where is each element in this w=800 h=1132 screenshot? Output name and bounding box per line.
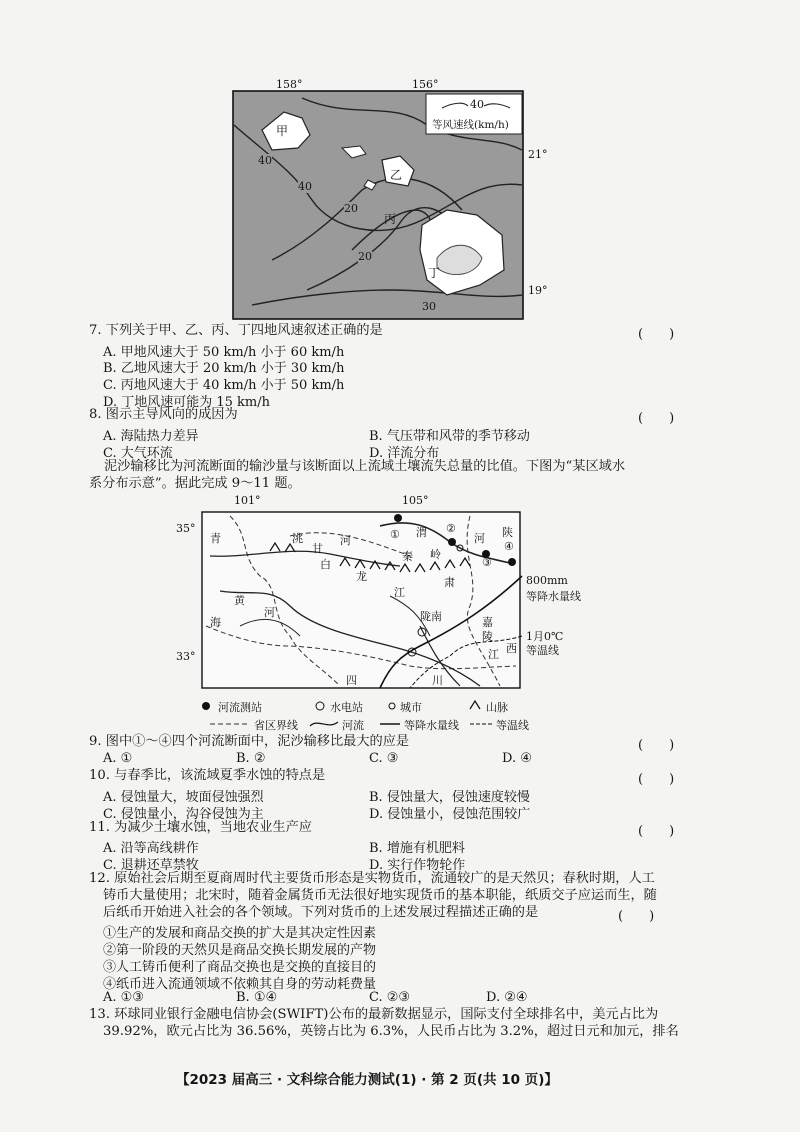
q13-stem: 13. 环球同业银行金融电信协会(SWIFT)公布的最新数据显示，国际支付全球排名中，美元占比为 [89,1007,659,1022]
precip-line-label: 800mm [526,574,568,587]
river-map [170,496,630,736]
q13-stem: 39.92%，欧元占比为 36.56%，英镑占比为 6.3%，人民币占比为 3.2%，超过日元和加元，排名 [103,1024,679,1039]
lon-label: 101° [234,494,261,507]
q12-stem: 12. 原始社会后期至夏商周时代主要货币形态是实物货币，流通较广的是天然贝；春秋时期，人工 [89,871,655,886]
q7-answer-paren[interactable]: ( ) [638,327,675,342]
q11-answer-paren[interactable]: ( ) [638,824,675,839]
place-label: 肃 [444,576,455,589]
q7-option-b[interactable]: B. 乙地风速大于 20 km/h 小于 30 km/h [103,361,345,376]
lat-label: 21° [528,148,548,161]
q10-answer-paren[interactable]: ( ) [638,772,675,787]
place-label: 龙 [356,570,367,583]
q12-option-a[interactable]: A. ①③ [103,990,144,1005]
place-label: 陵 [482,630,493,643]
contour-label: 20 [344,202,358,215]
place-label: 河 [340,534,351,547]
place-label: 海 [210,616,221,629]
q12-item: ③人工铸币便利了商品交换也是交换的直接目的 [103,960,377,975]
place-label: 川 [432,674,443,687]
island-label: 丙 [384,212,397,226]
legend-mountain: 山脉 [486,701,508,714]
lat-label: 19° [528,284,548,297]
q12-stem: 铸币大量使用；北宋时，随着金属货币无法很好地实现货币的基本职能，纸质交子应运而生，随 [103,888,657,903]
q12-option-b[interactable]: B. ①④ [236,990,278,1005]
q11-option-d[interactable]: D. 实行作物轮作 [369,858,466,873]
place-label: 青 [210,532,221,545]
q10-option-a[interactable]: A. 侵蚀量大，坡面侵蚀强烈 [103,790,264,805]
precip-line-label: 等降水量线 [526,590,581,603]
island-label: 丁 [428,266,441,280]
q9-option-d[interactable]: D. ④ [502,751,532,766]
place-label: 河 [264,606,275,619]
legend-isotherm: 等温线 [496,719,529,732]
q10-option-d[interactable]: D. 侵蚀量小，侵蚀范围较广 [369,807,531,822]
q8-option-a[interactable]: A. 海陆热力差异 [103,429,199,444]
q9-option-a[interactable]: A. ① [103,751,133,766]
place-label: 岭 [430,548,441,561]
q12-item: ①生产的发展和商品交换的扩大是其决定性因素 [103,926,377,941]
place-label: 江 [488,648,499,661]
wind-map [232,78,548,320]
island-label: 乙 [390,168,403,182]
q7-option-d[interactable]: D. 丁地风速可能为 15 km/h [103,395,270,410]
place-label: 黄 [234,594,245,607]
q12-option-d[interactable]: D. ②④ [486,990,528,1005]
q9-answer-paren[interactable]: ( ) [638,738,675,753]
q8-stem: 8. 图示主导风向的成因为 [89,407,238,422]
island-label: 甲 [276,124,289,138]
place-label: 秦 [402,550,413,563]
q12-item: ④纸币进入流通领域不依赖其自身的劳动耗费量 [103,977,377,992]
q11-option-b[interactable]: B. 增施有机肥料 [369,841,465,856]
place-label: 四 [346,674,357,687]
lon-label: 105° [402,494,429,507]
q7-option-a[interactable]: A. 甲地风速大于 50 km/h 小于 60 km/h [103,345,345,360]
contour-label: 30 [422,300,436,313]
legend-boundary: 省区界线 [254,719,298,732]
station-label: ② [446,522,456,535]
isotherm-label: 1月0℃ [526,630,564,643]
isotherm-label: 等温线 [526,644,559,657]
q8-option-c[interactable]: C. 大气环流 [103,446,173,461]
place-label: 西 [506,642,517,655]
q12-option-c[interactable]: C. ②③ [369,990,411,1005]
lat-label: 33° [176,650,196,663]
place-label: 陕 [502,526,513,539]
q9-option-c[interactable]: C. ③ [369,751,399,766]
q7-option-c[interactable]: C. 丙地风速大于 40 km/h 小于 50 km/h [103,378,345,393]
legend-station: 河流测站 [218,701,262,714]
q10-option-b[interactable]: B. 侵蚀量大，侵蚀速度较慢 [369,790,530,805]
material-intro: 系分布示意”。据此完成 9～11 题。 [89,476,301,491]
contour-label: 20 [358,250,372,263]
legend-precip: 等降水量线 [404,719,459,732]
place-label: 白 [320,558,331,571]
q11-stem: 11. 为减少土壤水蚀，当地农业生产应 [89,820,312,835]
place-label: 嘉 [482,616,493,629]
q12-answer-paren[interactable]: ( ) [618,909,655,924]
q12-item: ②第一阶段的天然贝是商品交换长期发展的产物 [103,943,377,958]
q8-answer-paren[interactable]: ( ) [638,411,675,426]
q9-stem: 9. 图中①～④四个河流断面中，泥沙输移比最大的应是 [89,734,410,749]
q9-option-b[interactable]: B. ② [236,751,266,766]
place-label: 渭 [416,526,427,539]
station-label: ① [390,528,400,541]
q7-stem: 7. 下列关于甲、乙、丙、丁四地风速叙述正确的是 [89,323,383,338]
lon-label: 158° [276,78,303,91]
contour-label: 40 [298,180,312,193]
place-label: 甘 [312,542,323,555]
station-label: ④ [504,540,514,553]
material-intro: 泥沙输移比为河流断面的输沙量与该断面以上流域土壤流失总量的比值。下图为“某区域水 [104,459,626,474]
place-label: 河 [474,532,485,545]
contour-label: 40 [258,154,272,167]
q8-option-b[interactable]: B. 气压带和风带的季节移动 [369,429,530,444]
place-label: 洮 [292,532,303,545]
q10-option-c[interactable]: C. 侵蚀量小，沟谷侵蚀为主 [103,807,264,822]
q11-option-c[interactable]: C. 退耕还草禁牧 [103,858,199,873]
station-label: ③ [482,556,492,569]
page-footer: 【2023 届高三 · 文科综合能力测试(1) · 第 2 页(共 10 页)】 [176,1072,558,1088]
q8-option-d[interactable]: D. 洋流分布 [369,446,440,461]
legend-text: 等风速线(km/h) [432,119,509,131]
legend-city: 城市 [400,701,422,714]
lon-label: 156° [412,78,439,91]
legend-value: 40 [470,98,484,111]
q12-stem: 后纸币开始进入社会的各个领域。下列对货币的上述发展过程描述正确的是 [103,905,539,920]
q10-stem: 10. 与春季比，该流域夏季水蚀的特点是 [89,768,326,783]
legend-river: 河流 [342,719,364,732]
place-label: 陇南 [420,610,442,623]
place-label: 江 [394,586,405,599]
lat-label: 35° [176,522,196,535]
legend-hydropower: 水电站 [330,701,363,714]
q11-option-a[interactable]: A. 沿等高线耕作 [103,841,199,856]
